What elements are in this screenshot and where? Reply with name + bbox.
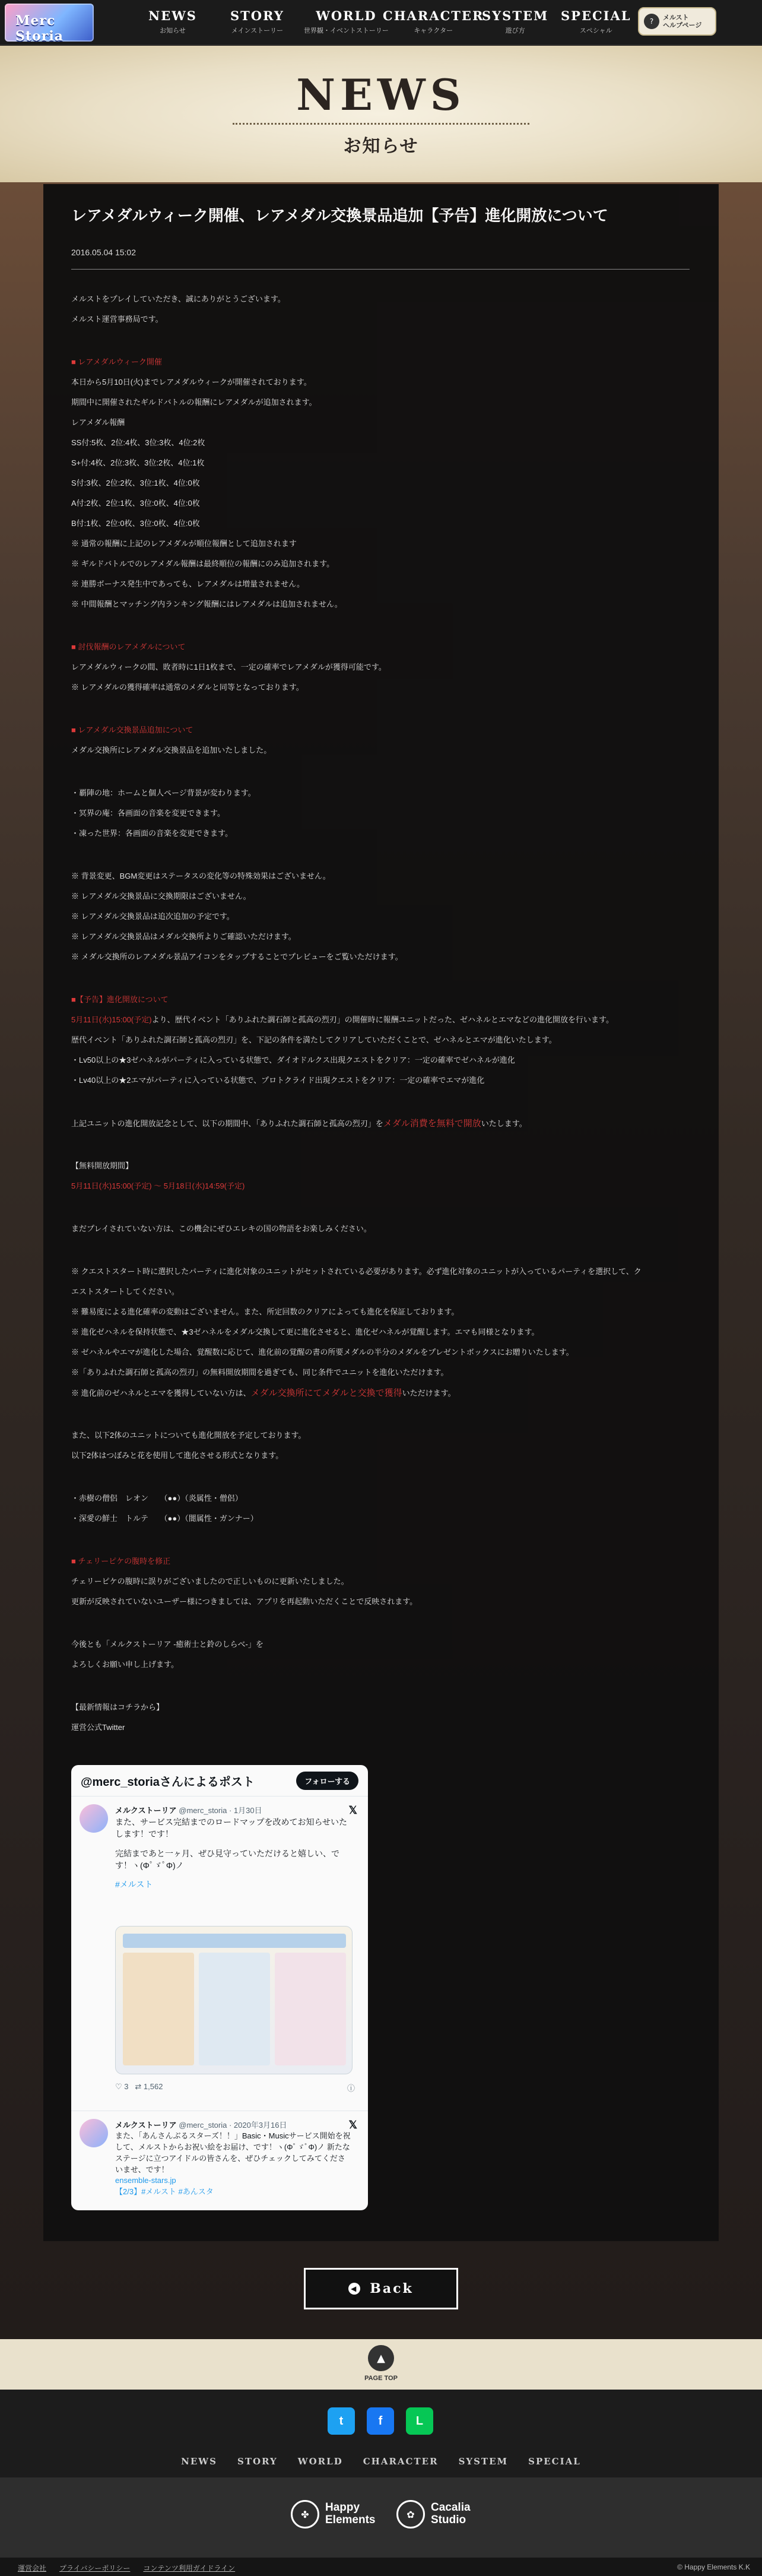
retweet-count: 1,562 (143, 2082, 163, 2091)
footer-bottom-bar (0, 2558, 762, 2576)
article-divider (71, 269, 690, 270)
company-logos (0, 2477, 762, 2558)
nav-item-system[interactable] (482, 8, 548, 35)
tweet-text-body: また、「あんさんぶるスターズ！！」Basic・Musicサービス開始を祝して、メルストからお祝い絵をお届け、です！ヽ(ΦﾟゞﾟΦ)ノ 新たなステージに立つアイドルの皆さんを、ぜひチェックしてみてくださいませ、です！ (115, 2131, 351, 2174)
body-line: メルスト運営事務局です。 (71, 315, 163, 324)
follow-button[interactable]: フォローする (296, 1772, 358, 1790)
body-line: ・Lv50以上の★3ゼハネルがパーティに入っている状態で、ダイオドルクス出現クエストをクリア：一定の確率でゼハネルが進化 (71, 1056, 515, 1064)
body-line: S+付:4枚、2位:3枚、3位:2枚、4位:1枚 (71, 458, 205, 467)
twitter-embed[interactable] (71, 1765, 368, 2210)
section-heading: ■ チェリーピケの腹時を修正 (71, 1557, 171, 1566)
info-icon[interactable]: ⓘ (347, 2084, 355, 2093)
avatar (80, 1804, 108, 1833)
highlight-text: メダル交換所にてメダルと交換で獲得 (250, 1388, 402, 1398)
body-line: ・覇陣の地：ホームと個人ページ背景が変わります。 (71, 788, 256, 797)
embed-title: @merc_storiaさんによるポスト (81, 1775, 255, 1789)
footer-nav-news[interactable]: NEWS (181, 2456, 217, 2467)
back-button-label: Back (370, 2281, 414, 2296)
body-line: ※「ありふれた調石師と孤高の烈刃」の無料開放期間を過ぎても、同じ条件でユニットを進化いただけます。 (71, 1368, 449, 1377)
tweet-text (115, 1816, 353, 1890)
tweet-text (115, 2131, 353, 2198)
nav-item-sublabel: スペシャル (579, 27, 612, 34)
nav-item-label: STORY (230, 8, 284, 23)
logo-text: Merc Storia (15, 13, 64, 44)
body-line: 期間中に開催されたギルドバトルの報酬にレアメダルが追加されます。 (71, 398, 317, 407)
body-line: 歴代イベント「ありふれた調石師と孤高の烈刃」を、下記の条件を満たしてクリアしていただくことで、ゼハネルとエマが進化いたします。 (71, 1035, 557, 1044)
heart-icon[interactable]: ♡ (115, 2082, 122, 2091)
body-line: 運営公式Twitter (71, 1723, 125, 1732)
global-nav (0, 0, 762, 45)
body-line: 更新が反映されていないユーザー様につきましては、アプリを再起動いただくことで反映されます。 (71, 1597, 418, 1606)
body-line: ※ ゼハネルやエマが進化した場合、覚醒数に応じて、進化前の覚醒の書の所要メダルの半分のメダルをプレゼントボックスにお贈りいたします。 (71, 1348, 574, 1357)
nav-item-label: WORLD (316, 8, 377, 23)
nav-item-label: SPECIAL (561, 8, 631, 23)
nav-item-sublabel: お知らせ (160, 27, 186, 34)
body-line: よろしくお願い申し上げます。 (71, 1660, 179, 1669)
body-line: ・赤樹の僧侶 レオン （●●）（炎属性・僧侶） (71, 1494, 243, 1503)
page-top-link[interactable]: PAGE TOP (364, 2375, 398, 2382)
arrow-left-icon: ◀ (348, 2283, 360, 2295)
nav-item-label: NEWS (148, 8, 197, 23)
body-line: ※ 背景変更、BGM変更はステータスの変化等の特殊効果はございません。 (71, 872, 331, 880)
tweet-author: メルクストーリア (115, 1806, 177, 1815)
footer-link-guidelines[interactable]: コンテンツ利用ガイドライン (143, 2564, 236, 2572)
nav-item-sublabel: 世界観・イベントストーリー (304, 27, 389, 34)
body-line: ・Lv40以上の★2エマがパーティに入っている状態で、プロトクライド出現クエストをクリア：一定の確率でエマが進化 (71, 1076, 485, 1085)
body-line: ※ 進化前のゼハネルとエマを獲得していない方は、メダル交換所にてメダルと交換で獲得いただけます。 (71, 1388, 456, 1398)
body-line: SS付:5枚、2位:4枚、3位:3枚、4位:2枚 (71, 438, 205, 447)
back-button[interactable] (304, 2268, 458, 2309)
body-line: エストスタートしてください。 (71, 1287, 179, 1296)
nav-item-sublabel: 遊び方 (505, 27, 525, 34)
hashtag-link[interactable]: #メルスト (115, 1880, 153, 1890)
nav-item-label: CHARACTER (383, 8, 484, 23)
body-line: 本日から5月10日(火)までレアメダルウィークが開催されております。 (71, 378, 312, 386)
embed-header (71, 1765, 368, 1796)
tweet-card[interactable] (80, 1804, 360, 2101)
body-line: ※ レアメダルの獲得確率は通常のメダルと同等となっております。 (71, 683, 304, 692)
retweet-icon[interactable]: ⇄ (135, 2082, 142, 2091)
twitter-icon[interactable]: t (328, 2407, 355, 2435)
body-line: ※ レアメダル交換景品は追次追加の予定です。 (71, 912, 234, 921)
nav-item-news[interactable] (148, 8, 197, 35)
page-subtitle: お知らせ (343, 136, 419, 157)
body-line: ※ ギルドバトルでのレアメダル報酬は最終順位の報酬にのみ追加されます。 (71, 559, 335, 568)
site-logo[interactable] (5, 4, 94, 42)
page-top-strip (0, 2339, 762, 2390)
footer-nav (0, 2456, 762, 2467)
body-line: A付:2枚、2位:1枚、3位:0枚、4位:0枚 (71, 499, 200, 508)
tweet-handle: @merc_storia · 1月30日 (179, 1806, 262, 1815)
body-line: メダル交換所にレアメダル交換景品を追加いたしました。 (71, 746, 272, 755)
hashtag-link[interactable]: 【2/3】#メルスト #あんスタ (115, 2187, 214, 2197)
article-title: レアメダルウィーク開催、レアメダル交換景品追加【予告】進化開放について (71, 207, 608, 224)
body-line: ※ クエストスタート時に選択したパーティに進化対象のユニットがセットされている必要があります。必ず進化対象のユニットが入っているパーティを選択して、ク (71, 1267, 642, 1276)
body-line: メルストをプレイしていただき、誠にありがとうございます。 (71, 294, 285, 303)
body-line: 5月11日(水)15:00(予定)より、歴代イベント「ありふれた調石師と孤高の烈刃」の開催時に報酬ユニットだった、ゼハネルとエマなどの進化開放を行います。 (71, 1015, 614, 1024)
facebook-icon[interactable]: f (367, 2407, 394, 2435)
company1-line2: Elements (325, 2514, 376, 2526)
body-line: まだプレイされていない方は、この機会にぜひエレキの国の物語をお楽しみください。 (71, 1224, 372, 1233)
tweet-text-line1: また、サービス完結までのロードマップを改めてお知らせいたします！です！ (115, 1817, 348, 1839)
highlight-text: メダル消費を無料で開放 (383, 1119, 481, 1129)
footer-nav-story[interactable]: STORY (237, 2456, 278, 2467)
body-line: ※ メダル交換所のレアメダル景品アイコンをタップすることでプレビューをご覧いただけます。 (71, 952, 403, 961)
help-button-line1: メルスト (663, 13, 689, 21)
nav-item-world[interactable] (304, 8, 389, 35)
body-line: ・凍った世界：各画面の音楽を変更できます。 (71, 829, 233, 838)
nav-item-label: SYSTEM (482, 8, 549, 23)
company2-line1: Cacalia (431, 2501, 471, 2514)
like-count: 3 (124, 2082, 129, 2091)
body-line: 【無料開放期間】 (71, 1161, 134, 1170)
company1-line1: Happy (325, 2501, 360, 2514)
body-line: ※ 通常の報酬に上記のレアメダルが順位報酬として追加されます (71, 539, 297, 548)
body-line: チェリーピケの腹時に誤りがございましたので正しいものに更新いたしました。 (71, 1577, 349, 1586)
body-line: B付:1枚、2位:0枚、3位:0枚、4位:0枚 (71, 519, 200, 528)
tweet-handle: @merc_storia · 2020年3月16日 (179, 2121, 287, 2130)
nav-item-character[interactable] (383, 8, 484, 35)
body-line: 5月11日(水)15:00(予定) 〜 5月18日(水)14:59(予定) (71, 1181, 245, 1190)
footer-nav-system[interactable]: SYSTEM (458, 2456, 509, 2467)
body-line: ※ 進化ゼハネルを保持状態で、★3ゼハネルをメダル交換して更に進化させると、進化ゼハネルが覚醒します。エマも同様となります。 (71, 1327, 539, 1336)
article-date: 2016.05.04 15:02 (71, 248, 136, 257)
body-line: ・深愛の鮮士 トルテ （●●）（闇属性・ガンナー） (71, 1514, 258, 1523)
body-line: ※ レアメダル交換景品はメダル交換所よりご確認いただけます。 (71, 932, 296, 941)
tweet-link[interactable]: ensemble-stars.jp (115, 2176, 176, 2185)
happy-elements-mark-icon: ✤ (291, 2500, 319, 2529)
body-line: ※ 難易度による進化確率の変動はございません。また、所定回数のクリアによっても進化を保証しております。 (71, 1307, 459, 1316)
body-line: 【最新情報はコチラから】 (71, 1703, 164, 1712)
body-line: 以下2体はつぼみと花を使用して進化させる形式となります。 (71, 1451, 284, 1460)
highlight-date: 5月11日(水)15:00(予定) (71, 1015, 152, 1024)
page-banner (0, 46, 762, 182)
page-title: NEWS (296, 69, 466, 120)
footer-nav-special[interactable]: SPECIAL (528, 2456, 581, 2467)
tweet-card[interactable] (80, 2119, 360, 2208)
help-page-button[interactable] (638, 7, 716, 36)
footer-link-privacy[interactable]: プライバシーポリシー (59, 2564, 131, 2572)
nav-item-special[interactable] (561, 8, 631, 35)
help-button-line2: ヘルプページ (663, 21, 702, 29)
nav-item-story[interactable] (230, 8, 284, 35)
x-logo-icon: 𝕏 (348, 2119, 357, 2131)
body-line: ・冥界の庵：各画面の音楽を変更できます。 (71, 809, 225, 818)
happy-elements-logo[interactable] (291, 2500, 375, 2529)
arrow-up-icon[interactable]: ▲ (368, 2345, 394, 2371)
section-heading: ■ 討伐報酬のレアメダルについて (71, 642, 186, 651)
banner-divider (233, 123, 529, 125)
footer-link-company[interactable]: 運営会社 (18, 2564, 47, 2572)
body-line: ※ レアメダル交換景品に交換期限はございません。 (71, 892, 251, 901)
cacalia-studio-logo[interactable] (396, 2500, 471, 2529)
help-icon: ? (644, 14, 659, 29)
cacalia-mark-icon: ✿ (396, 2500, 425, 2529)
body-line: ※ 中間報酬とマッチング内ランキング報酬にはレアメダルは追加されません。 (71, 600, 342, 609)
body-line: S付:3枚、2位:2枚、3位:1枚、4位:0枚 (71, 479, 200, 487)
section-heading: ■【予告】進化開放について (71, 995, 169, 1004)
body-line: レアメダルウィークの間、敗者時に1日1枚まで、一定の確率でレアメダルが獲得可能です。 (71, 663, 386, 671)
footer-nav-character[interactable]: CHARACTER (363, 2456, 439, 2467)
body-line: ※ 連勝ボーナス発生中であっても、レアメダルは増量されません。 (71, 579, 304, 588)
tweet-author: メルクストーリア (115, 2121, 177, 2130)
nav-item-sublabel: キャラクター (414, 27, 453, 34)
nav-item-sublabel: メインストーリー (231, 27, 284, 34)
company2-line2: Studio (431, 2514, 466, 2526)
section-heading: ■ レアメダル交換景品追加について (71, 725, 193, 734)
copyright: © Happy Elements K.K (677, 2563, 750, 2571)
avatar (80, 2119, 108, 2147)
x-logo-icon: 𝕏 (348, 1804, 357, 1816)
body-line: また、以下2体のユニットについても進化開放を予定しております。 (71, 1431, 306, 1440)
body-line: 上記ユニットの進化開放記念として、以下の期間中、「ありふれた調石師と孤高の烈刃」をメダル消費を無料で開放いたします。 (71, 1119, 527, 1129)
line-icon[interactable]: L (406, 2407, 433, 2435)
footer-nav-world[interactable]: WORLD (297, 2456, 343, 2467)
body-line: レアメダル報酬 (71, 418, 125, 427)
body-line: 今後とも「メルクストーリア -癒術士と鈴のしらべ-」を (71, 1640, 263, 1649)
tweet-image[interactable] (115, 1926, 353, 2074)
section-heading: ■ レアメダルウィーク開催 (71, 357, 162, 366)
site-footer (0, 2390, 762, 2576)
tweet-text-line2: 完結まであと一ヶ月、ぜひ見守っていただけると嬉しい、です！ヽ(ΦﾟゞﾟΦ)ノ (115, 1848, 339, 1870)
news-article (43, 184, 719, 2241)
